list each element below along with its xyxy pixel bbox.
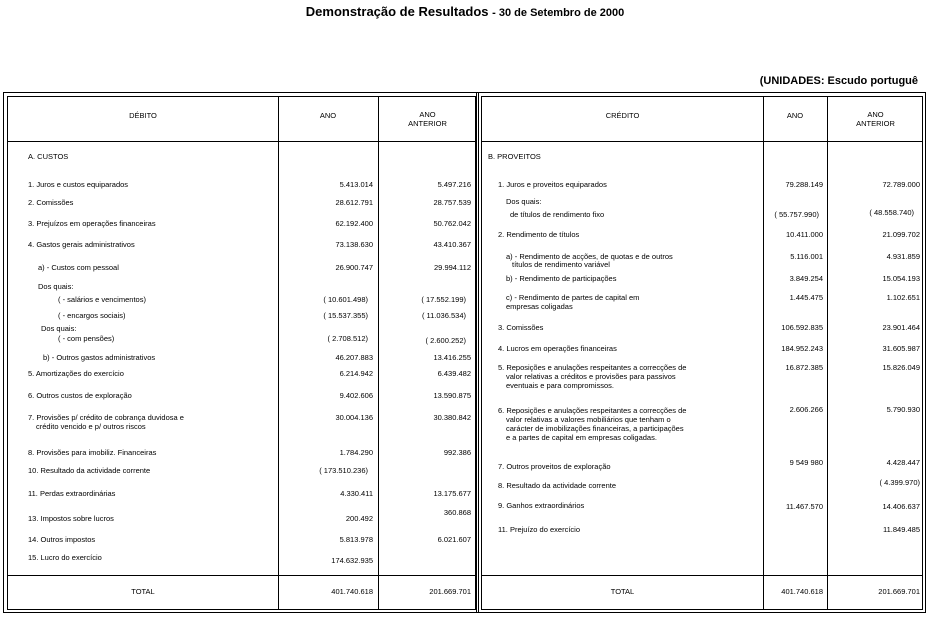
row-label: 8. Resultado da actividade corrente [498,481,616,490]
row-label: 2. Rendimento de títulos [498,230,580,239]
row-current: 4.330.411 [340,489,373,498]
row-label: Dos quais: [41,324,77,333]
row-label: 11. Prejuízo do exercício [498,525,580,534]
row-label: 3. Comissões [498,323,544,332]
row-label: 8. Provisões para imobiliz. Financeiras [28,448,157,457]
row-previous: 28.757.539 [433,198,471,207]
row-previous: 23.901.464 [882,323,920,332]
row-label: c) - Rendimento de partes de capital em [506,293,640,302]
row-label-continued: eventuais e para compromissos. [506,381,614,390]
credit-total-current: 401.740.618 [781,587,823,596]
row-previous: ( 4.399.970) [879,478,920,487]
row-current: 200.492 [345,514,373,523]
row-label: 1. Juros e proveitos equiparados [498,180,607,189]
row-label: 4. Gastos gerais administrativos [28,240,135,249]
page-title [0,4,930,19]
row-current: 11.467.570 [786,502,823,511]
debit-section-title: A. CUSTOS [28,152,69,161]
title-date: - 30 de Setembro de 2000 [492,7,625,19]
row-previous: 5.497.216 [437,180,471,189]
row-previous: 15.826.049 [882,363,920,372]
row-previous: 72.789.000 [882,180,920,189]
credit-section-title: B. PROVEITOS [488,152,541,161]
row-current: 3.849.254 [789,274,823,283]
row-current: 174.632.935 [331,556,373,565]
row-label: 4. Lucros em operações financeiras [498,344,617,353]
credit-total-label: TOTAL [610,587,635,596]
row-current: 106.592.835 [781,323,823,332]
row-previous: 13.175.677 [433,489,471,498]
row-label: 5. Amortizações do exercício [28,369,124,378]
row-label: a) - Rendimento de acções, de quotas e de outros [506,252,673,261]
row-label: ( - encargos sociais) [58,311,126,320]
row-label: Dos quais: [38,282,74,291]
column-separator [476,92,479,613]
row-label-continued: carácter de imobilizações financeiras, a participações [506,424,684,433]
row-previous: 6.439.482 [437,369,471,378]
debit-panel [7,96,476,610]
row-previous: 30.380.842 [433,413,471,422]
row-label: 13. Impostos sobre lucros [28,514,114,523]
row-current: 1.784.290 [339,448,373,457]
debit-total-current: 401.740.618 [331,587,373,596]
row-current: 28.612.791 [335,198,373,207]
row-previous: 13.416.255 [433,353,471,362]
row-label-continued: e a partes de capital em empresas coligadas. [506,433,657,442]
title-text: Demonstração de Resultados [305,4,489,19]
row-current: 9.402.606 [339,391,373,400]
row-current: 6.214.942 [339,369,373,378]
row-label: b) - Rendimento de participações [506,274,617,283]
row-label-continued: valor relativas a valores mobiliários que tenham o [506,415,671,424]
row-label: 1. Juros e custos equiparados [28,180,129,189]
row-label-continued: empresas coligadas [506,302,573,311]
row-current: 1.445.475 [789,293,823,302]
row-current: ( 55.757.990) [774,210,819,219]
row-label: b) - Outros gastos administrativos [43,353,156,362]
row-current: 30.004.136 [335,413,373,422]
row-previous: ( 17.552.199) [421,295,466,304]
debit-header-year: ANO [319,111,337,120]
row-previous: 360.868 [443,508,471,517]
row-previous: 992.386 [443,448,471,457]
row-label: 5. Reposições e anulações respeitantes a correcções de [498,363,687,372]
row-current: 9 549 980 [789,458,823,467]
row-label: Dos quais: [506,197,542,206]
credit-header-label: CRÉDITO [605,111,640,120]
credit-header-year: ANO [786,111,804,120]
debit-header-prev-1: ANO [419,110,436,119]
row-previous: ( 2.600.252) [425,336,466,345]
row-current: 46.207.883 [335,353,373,362]
row-label: ( - com pensões) [58,334,115,343]
row-previous: ( 11.036.534) [421,311,466,320]
row-previous: 4.428.447 [886,458,920,467]
debit-total-label: TOTAL [131,587,155,596]
row-previous: 43.410.367 [433,240,471,249]
row-previous: ( 48.558.740) [869,208,914,217]
row-label: 15. Lucro do exercício [28,553,102,562]
row-label: 6. Reposições e anulações respeitantes a correcções de [498,406,687,415]
credit-panel [481,96,923,610]
row-label-continued: títulos de rendimento variável [512,260,610,269]
debit-total-previous: 201.669.701 [429,587,471,596]
row-previous: 11.849.485 [883,525,920,534]
credit-header-prev-2: ANTERIOR [856,119,895,128]
row-label: 9. Ganhos extraordinários [498,501,585,510]
units-label: (UNIDADES: Escudo portuguê [759,75,918,87]
row-current: 10.411.000 [786,230,823,239]
row-label: 11. Perdas extraordinárias [28,489,116,498]
debit-header-label: DÉBITO [129,111,157,120]
row-previous: 5.790.930 [886,405,920,414]
row-label: 10. Resultado da actividade corrente [28,466,151,475]
row-label: 7. Outros proveitos de exploração [498,462,611,471]
row-current: 2.606.266 [789,405,823,414]
row-current: 5.116.001 [790,252,823,261]
row-label: a) - Custos com pessoal [38,263,119,272]
row-current: 184.952.243 [781,344,823,353]
row-current: 16.872.385 [785,363,823,372]
row-previous: 14.406.637 [882,502,920,511]
row-current: 26.900.747 [335,263,373,272]
row-current: 62.192.400 [335,219,373,228]
row-current: ( 2.708.512) [327,334,368,343]
row-label: 6. Outros custos de exploração [28,391,132,400]
row-previous: 31.605.987 [882,344,920,353]
row-previous: 50.762.042 [433,219,471,228]
row-label: 2. Comissões [28,198,74,207]
row-label: 3. Prejuízos em operações financeiras [28,219,156,228]
row-current: 5.413.014 [339,180,373,189]
row-previous: 15.054.193 [882,274,920,283]
row-current: ( 10.601.498) [323,295,368,304]
row-label: de títulos de rendimento fixo [510,210,605,219]
row-current: 73.138.630 [335,240,373,249]
row-current: ( 15.537.355) [323,311,368,320]
row-previous: 13.590.875 [433,391,471,400]
row-label-continued: crédito vencido e p/ outros riscos [36,422,146,431]
row-label: 14. Outros impostos [28,535,96,544]
row-label: ( - salários e vencimentos) [58,295,146,304]
row-previous: 21.099.702 [882,230,920,239]
row-previous: 6.021.607 [437,535,471,544]
row-previous: 29.994.112 [434,263,471,272]
row-label-continued: valor relativas a créditos e provisões para passivos [506,372,676,381]
row-current: 5.813.978 [339,535,373,544]
row-previous: 1.102.651 [886,293,920,302]
row-previous: 4.931.859 [886,252,920,261]
row-current: ( 173.510.236) [319,466,368,475]
credit-header-prev-1: ANO [867,110,884,119]
row-label: 7. Provisões p/ crédito de cobrança duvidosa e [28,413,184,422]
row-current: 79.288.149 [785,180,823,189]
debit-header-prev-2: ANTERIOR [408,119,447,128]
credit-total-previous: 201.669.701 [878,587,920,596]
